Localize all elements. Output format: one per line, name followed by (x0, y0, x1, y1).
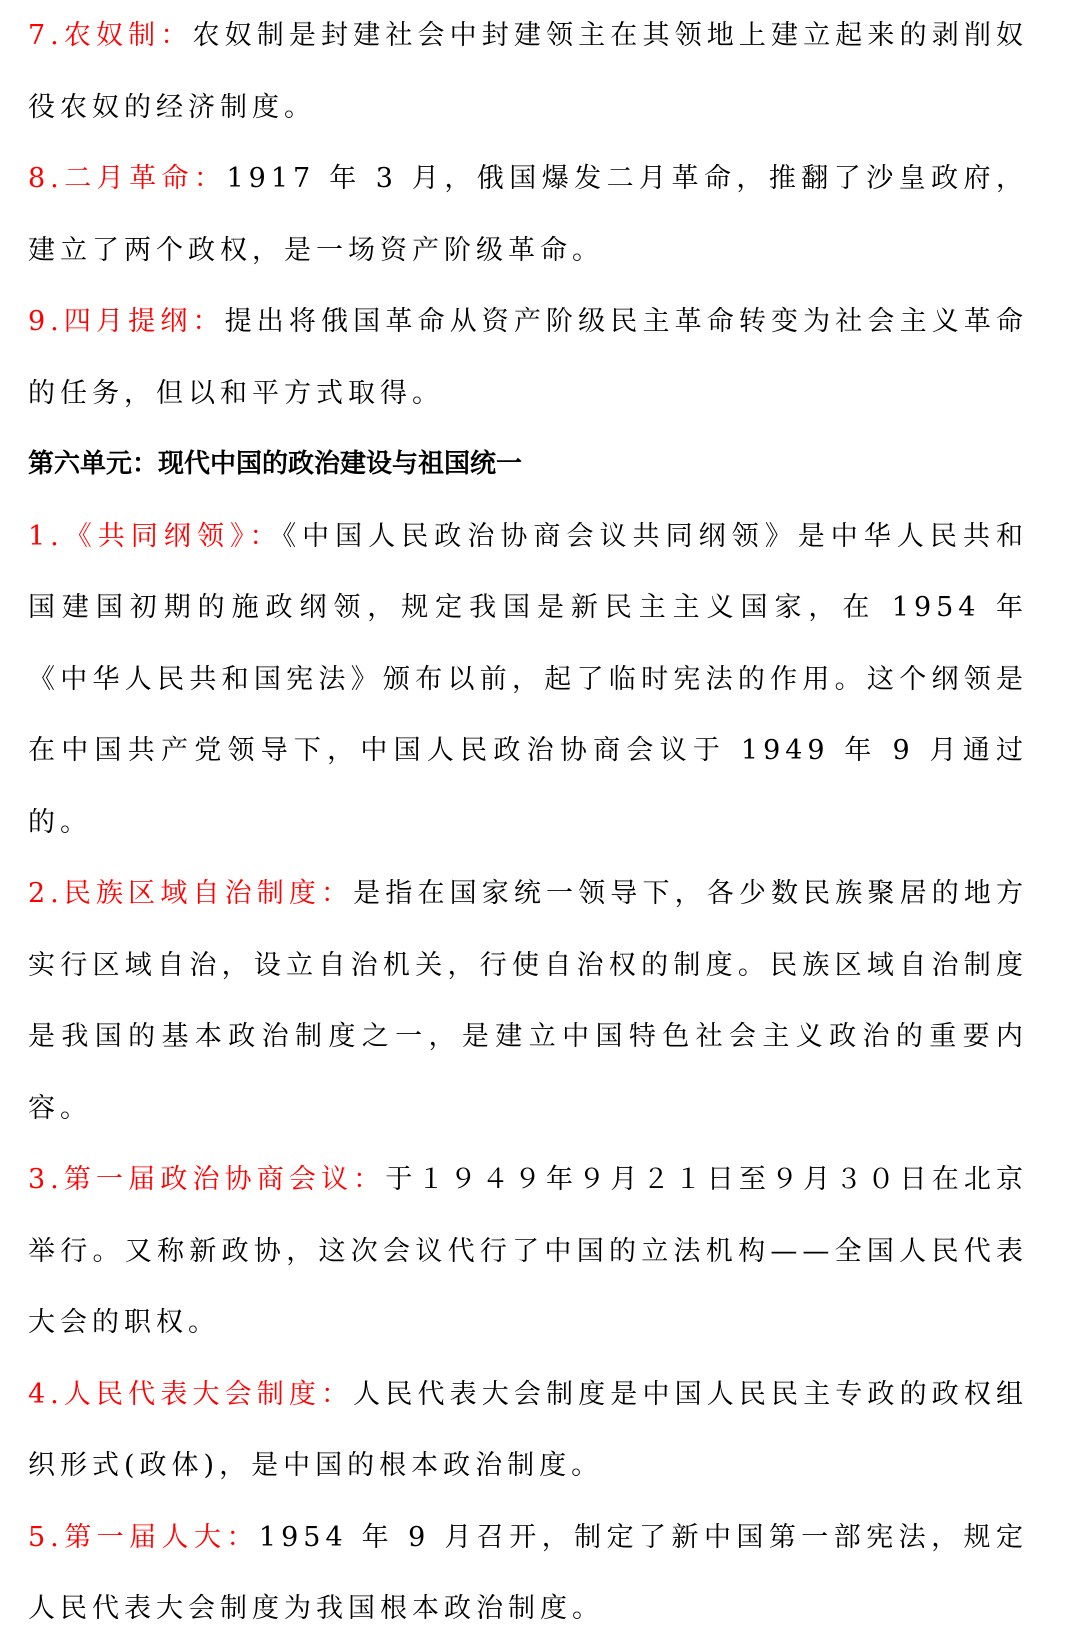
definition-entry (28, 1502, 1028, 1645)
term-label: 9.四月提纲： (28, 306, 225, 337)
definition-entry (28, 501, 1028, 859)
definition-entry (28, 143, 1028, 286)
definition-text: 人民代表大会制度是中国人民民主专政的政权组织形式(政体)，是中国的根本政治制度。 (28, 1378, 1028, 1481)
definition-text: 《中国人民政治协商会议共同纲领》是中华人民共和国建国初期的施政纲领，规定我国是新民主主义国家，在 1954 年《中华人民共和国宪法》颁布以前，起了临时宪法的作用。这个纲领是在中国共产党领导下，中国人民政治协商会议于 1949 年 9 月通过的。 (28, 520, 1028, 838)
definition-text: 于１９４９年９月２１日至９月３０日在北京举行。又称新政协，这次会议代行了中国的立法机构——全国人民代表大会的职权。 (28, 1164, 1029, 1338)
term-label: 8.二月革命： (28, 163, 227, 194)
term-label: 4.人民代表大会制度： (28, 1378, 354, 1410)
definition-text: 是指在国家统一领导下，各少数民族聚居的地方实行区域自治，设立自治机关，行使自治权的制度。民族区域自治制度是我国的基本政治制度之一，是建立中国特色社会主义政治的重要内容。 (28, 878, 1028, 1124)
definition-text: 农奴制是封建社会中封建领主在其领地上建立起来的剥削奴役农奴的经济制度。 (28, 20, 1028, 123)
term-label: 1.《共同纲领》： (28, 520, 283, 552)
definition-text: 1917 年 3 月，俄国爆发二月革命，推翻了沙皇政府，建立了两个政权，是一场资产阶级革命。 (28, 163, 1029, 266)
term-label: 2.民族区域自治制度： (28, 878, 354, 909)
definition-entry (28, 0, 1028, 143)
definition-entry (28, 1359, 1028, 1502)
definition-entry (28, 858, 1028, 1144)
document-page (28, 0, 1028, 1645)
term-label: 5.第一届人大： (28, 1521, 259, 1553)
definition-entry (28, 1144, 1028, 1359)
definition-text: 提出将俄国革命从资产阶级民主革命转变为社会主义革命的任务，但以和平方式取得。 (28, 306, 1028, 409)
definition-text: 1954 年 9 月召开，制定了新中国第一部宪法，规定人民代表大会制度为我国根本政治制度。 (28, 1521, 1029, 1624)
definition-entry (28, 286, 1028, 429)
section-heading: 第六单元：现代中国的政治建设与祖国统一 (28, 449, 523, 479)
term-label: 7.农奴制： (28, 20, 193, 51)
term-label: 3.第一届政治协商会议： (28, 1164, 386, 1195)
